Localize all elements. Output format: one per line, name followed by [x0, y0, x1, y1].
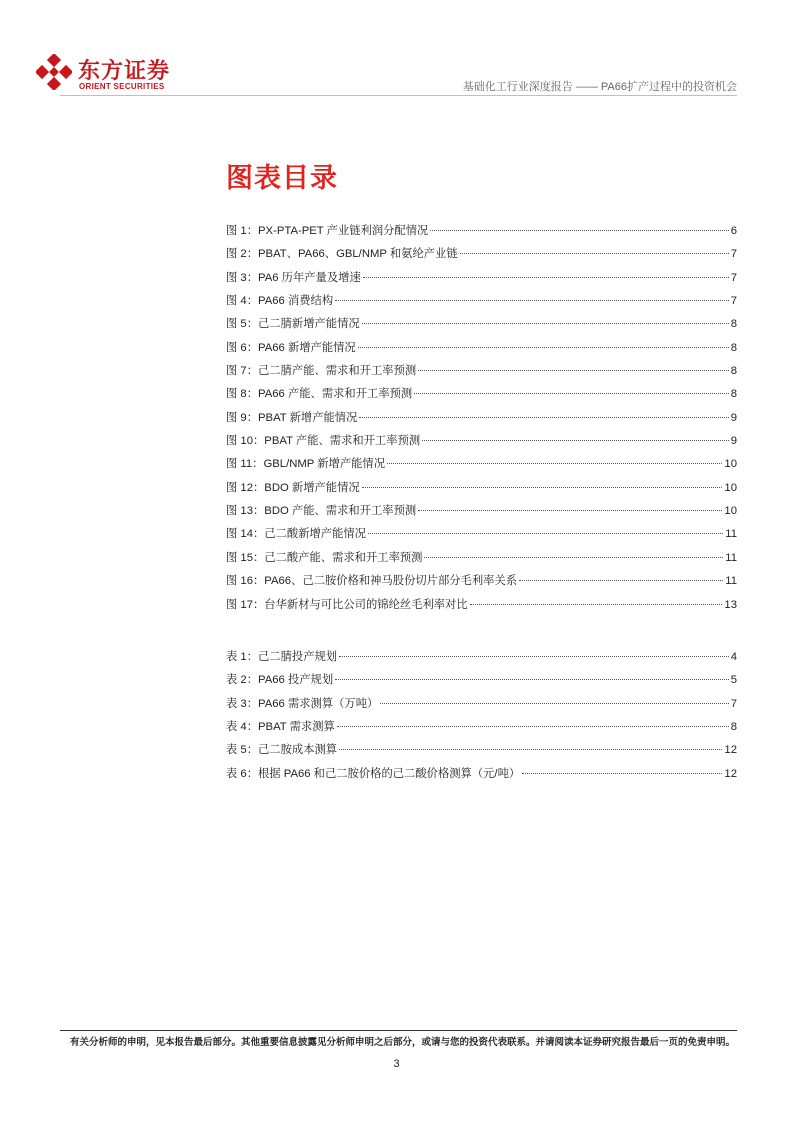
report-title: 基础化工行业深度报告 —— PA66扩产过程中的投资机会 — [462, 81, 737, 93]
toc-entry-table-4[interactable] — [226, 718, 737, 741]
toc-page-number: 8 — [730, 365, 737, 378]
dot-leader — [337, 726, 729, 727]
dot-leader — [335, 679, 729, 680]
toc-entry-label: 图 2：PBAT、PA66、GBL/NMP 和氨纶产业链 — [226, 248, 458, 261]
toc-entry-table-5[interactable] — [226, 741, 737, 764]
toc-entry-label: 图 11：GBL/NMP 新增产能情况 — [226, 458, 386, 471]
toc-entry-label: 表 3：PA66 需求测算（万吨） — [226, 697, 379, 710]
logo-english-name: ORIENT SECURITIES — [79, 82, 165, 91]
toc-entry-label: 图 14：己二酸新增产能情况 — [226, 528, 366, 541]
toc-entry-label: 图 13：BDO 产能、需求和开工率预测 — [226, 505, 417, 518]
toc-entry-label: 图 12：BDO 新增产能情况 — [226, 481, 360, 494]
toc-page-number: 10 — [724, 481, 737, 494]
table-list — [226, 648, 737, 788]
toc-entry-figure-1[interactable] — [226, 222, 737, 245]
toc-entry-table-3[interactable] — [226, 695, 737, 718]
dot-leader — [387, 463, 722, 464]
toc-page-number: 5 — [730, 674, 737, 687]
dot-leader — [519, 580, 723, 581]
toc-page-number: 11 — [725, 575, 737, 588]
toc-entry-figure-17[interactable] — [226, 596, 737, 619]
page-number: 3 — [393, 1058, 400, 1070]
dot-leader — [414, 393, 728, 394]
toc-entry-figure-12[interactable] — [226, 479, 737, 502]
toc-entry-label: 图 9：PBAT 新增产能情况 — [226, 411, 358, 424]
dot-leader — [339, 749, 722, 750]
toc-page-number: 7 — [730, 697, 737, 710]
dot-leader — [522, 773, 722, 774]
toc-entry-figure-3[interactable] — [226, 269, 737, 292]
dot-leader — [358, 347, 729, 348]
toc-page-number: 7 — [730, 295, 737, 308]
dot-leader — [339, 656, 729, 657]
dot-leader — [424, 557, 723, 558]
dot-leader — [363, 277, 729, 278]
dot-leader — [418, 370, 729, 371]
dot-leader — [362, 323, 729, 324]
toc-entry-label: 表 5：己二胺成本测算 — [226, 744, 338, 757]
toc-entry-label: 图 1：PX-PTA-PET 产业链利润分配情况 — [226, 225, 429, 237]
toc-entry-label: 图 17：台华新材与可比公司的锦纶丝毛利率对比 — [226, 598, 468, 611]
toc-entry-figure-4[interactable] — [226, 292, 737, 315]
dot-leader — [380, 703, 728, 704]
toc-entry-figure-8[interactable] — [226, 385, 737, 408]
dot-leader — [362, 487, 723, 488]
toc-page-number: 9 — [730, 435, 737, 448]
header-divider — [60, 95, 737, 96]
toc-entry-figure-5[interactable] — [226, 315, 737, 338]
dot-leader — [335, 300, 729, 301]
toc-page-number: 13 — [724, 598, 737, 611]
toc-page-number: 10 — [724, 505, 737, 518]
dot-leader — [470, 604, 723, 605]
toc-page-number: 8 — [730, 318, 737, 331]
dot-leader — [422, 440, 729, 441]
toc-entry-label: 图 8：PA66 产能、需求和开工率预测 — [226, 388, 413, 401]
toc-entry-table-1[interactable] — [226, 648, 737, 671]
toc-page-number: 11 — [725, 528, 737, 541]
dot-leader — [359, 417, 728, 418]
dot-leader — [368, 533, 723, 534]
toc-entry-label: 表 4：PBAT 需求测算 — [226, 721, 335, 734]
toc-entry-figure-10[interactable] — [226, 432, 737, 455]
toc-entry-table-2[interactable] — [226, 671, 737, 694]
toc-entry-figure-9[interactable] — [226, 409, 737, 432]
toc-entry-label: 表 6：根据 PA66 和己二胺价格的己二酸价格测算（元/吨） — [226, 767, 521, 780]
toc-entry-figure-14[interactable] — [226, 525, 737, 548]
footer-disclaimer: 有关分析师的申明，见本报告最后部分。其他重要信息披露见分析师申明之后部分，或请与您的投资代表联系。并请阅读本证券研究报告最后一页的免责申明。 — [70, 1037, 736, 1048]
toc-entry-label: 图 10：PBAT 产能、需求和开工率预测 — [226, 435, 421, 448]
toc-entry-label: 图 7：己二腈产能、需求和开工率预测 — [226, 365, 417, 378]
toc-entry-figure-6[interactable] — [226, 339, 737, 362]
toc-entry-figure-13[interactable] — [226, 502, 737, 525]
toc-page-number: 9 — [730, 411, 737, 424]
dot-leader — [418, 510, 722, 511]
toc-entry-table-6[interactable] — [226, 765, 737, 788]
toc-entry-figure-7[interactable] — [226, 362, 737, 385]
dot-leader — [430, 230, 728, 231]
orient-securities-logo-icon — [36, 54, 72, 90]
footer-divider — [60, 1030, 737, 1031]
toc-entry-label: 表 1：己二腈投产规划 — [226, 651, 338, 663]
toc-entry-label: 图 16：PA66、己二胺价格和神马股份切片部分毛利率关系 — [226, 575, 518, 588]
toc-entry-figure-16[interactable] — [226, 572, 737, 595]
toc-page-number: 11 — [725, 551, 737, 564]
page-title: 图表目录 — [226, 163, 338, 193]
toc-page-number: 8 — [730, 721, 737, 734]
toc-entry-label: 图 5：己二腈新增产能情况 — [226, 318, 360, 331]
toc-entry-label: 表 2：PA66 投产规划 — [226, 674, 334, 687]
toc-page-number: 10 — [724, 458, 737, 471]
toc-entry-label: 图 15：己二酸产能、需求和开工率预测 — [226, 551, 423, 564]
toc-page-number: 12 — [724, 767, 737, 780]
toc-entry-label: 图 4：PA66 消费结构 — [226, 295, 334, 308]
company-logo — [36, 52, 186, 96]
toc-entry-figure-11[interactable] — [226, 455, 737, 478]
toc-page-number: 7 — [730, 248, 737, 261]
toc-page-number: 4 — [730, 651, 737, 663]
toc-entry-label: 图 6：PA66 新增产能情况 — [226, 341, 356, 354]
toc-page-number: 12 — [724, 744, 737, 757]
dot-leader — [460, 253, 729, 254]
logo-chinese-name: 东方证券 — [78, 58, 171, 83]
toc-page-number: 6 — [730, 225, 737, 237]
toc-entry-label: 图 3：PA6 历年产量及增速 — [226, 271, 361, 284]
toc-page-number: 8 — [730, 341, 737, 354]
toc-page-number: 7 — [730, 271, 737, 284]
toc-page-number: 8 — [730, 388, 737, 401]
toc-entry-figure-2[interactable] — [226, 245, 737, 268]
figure-list — [226, 222, 737, 619]
toc-entry-figure-15[interactable] — [226, 549, 737, 572]
